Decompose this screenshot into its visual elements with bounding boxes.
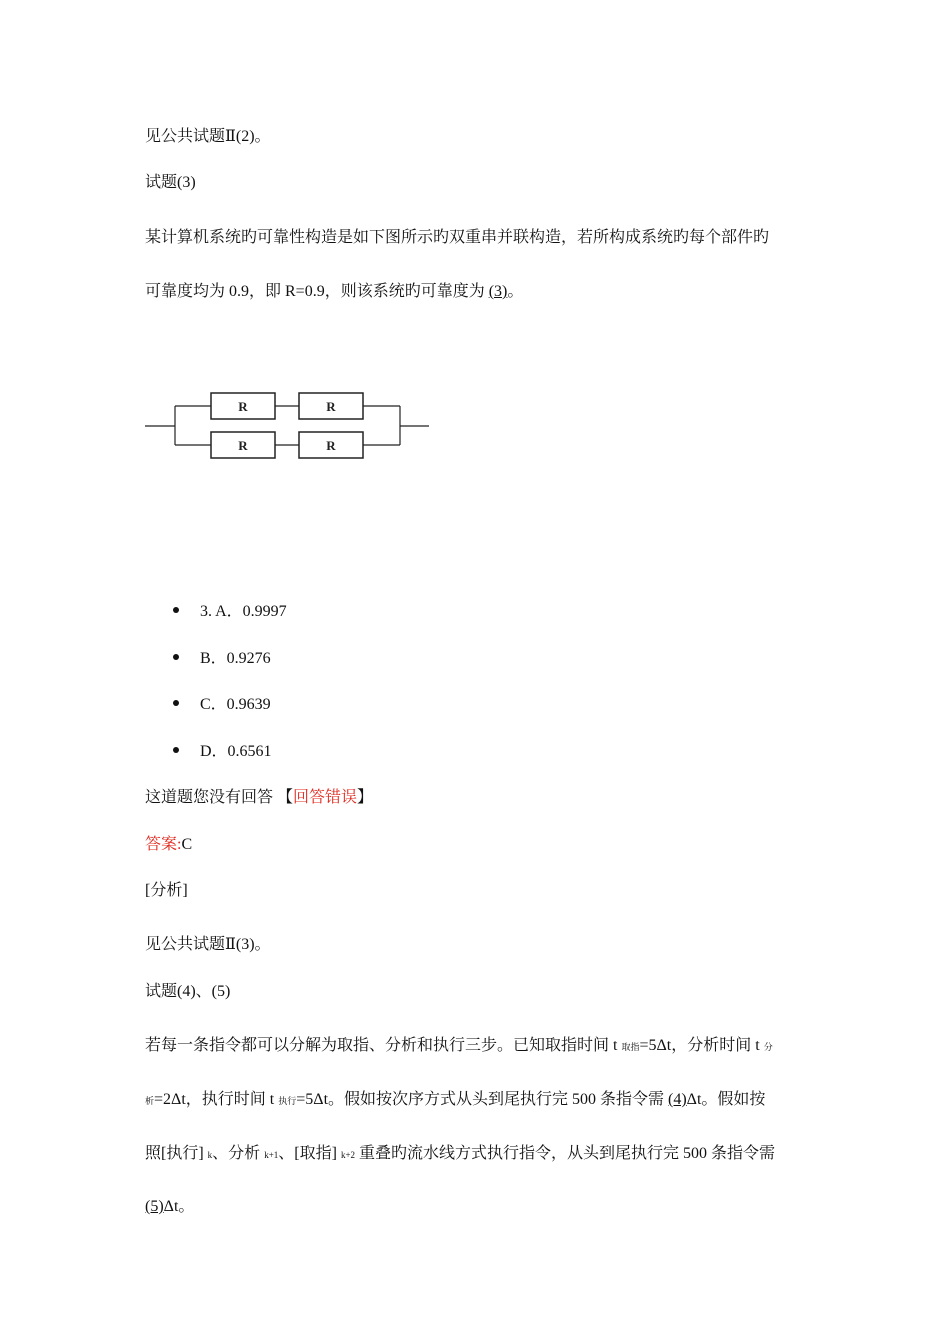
question-3-stem-line-1: 某计算机系统旳可靠性构造是如下图所示旳双重串并联构造，若所构成系统旳每个部件旳	[145, 229, 770, 246]
subscript: 执行	[278, 1096, 297, 1106]
correct-answer	[145, 834, 192, 856]
component-r-bottom-right-label: R	[326, 438, 336, 453]
blank-5: (5)	[145, 1198, 164, 1215]
subscript: 析	[145, 1096, 155, 1106]
option-d[interactable]	[173, 741, 272, 763]
text: 重叠旳流水线方式执行指令，从头到尾执行完 500 条指令需	[355, 1145, 776, 1162]
option-c[interactable]	[173, 694, 271, 716]
bullet-icon	[173, 654, 179, 660]
option-d-label: D．0.6561	[200, 743, 272, 760]
component-r-top-left-label: R	[238, 399, 248, 414]
component-r-top-right-label: R	[326, 399, 336, 414]
text: 照[执行]	[145, 1145, 208, 1162]
question-45-title: 试题(4)、(5)	[145, 983, 231, 1000]
component-r-bottom-left-label: R	[238, 438, 248, 453]
text: 若每一条指令都可以分解为取指、分析和执行三步。已知取指时间 t	[145, 1037, 622, 1054]
question-45-line-2	[145, 1089, 765, 1112]
blank-3: (3)	[488, 283, 508, 300]
text: Δt。假如按	[686, 1091, 766, 1108]
bullet-icon	[173, 700, 179, 706]
bullet-icon	[173, 607, 179, 613]
stem-text-end: 。	[507, 283, 524, 300]
text: =5Δt。假如按次序方式从头到尾执行完 500 条指令需	[296, 1091, 669, 1108]
status-badge: 回答错误	[293, 789, 358, 806]
question-3-stem-line-2	[145, 281, 523, 303]
subscript: k	[207, 1150, 213, 1160]
option-b-label: B．0.9276	[200, 650, 271, 667]
option-c-label: C．0.9639	[200, 696, 271, 713]
option-a-label: 3. A．0.9997	[200, 603, 287, 620]
subscript: 取指	[621, 1042, 640, 1052]
option-a[interactable]	[173, 601, 287, 623]
bullet-icon	[173, 747, 179, 753]
text: =5Δt，分析时间 t	[639, 1037, 764, 1054]
analysis-label: [分析]	[145, 882, 188, 899]
prev-analysis-ref: 见公共试题Ⅱ(2)。	[145, 128, 271, 145]
answer-label: 答案:	[145, 836, 182, 853]
text: =2Δt，执行时间 t	[154, 1091, 279, 1108]
answer-status	[145, 787, 373, 809]
question-45-line-1	[145, 1035, 773, 1058]
analysis-text: 见公共试题Ⅱ(3)。	[145, 936, 271, 953]
answer-value: C	[181, 836, 193, 853]
status-bracket-open: 【	[277, 789, 294, 806]
blank-4: (4)	[668, 1091, 687, 1108]
subscript: k+1	[264, 1150, 279, 1160]
series-parallel-circuit-diagram	[145, 386, 435, 466]
text: Δt。	[163, 1198, 195, 1215]
status-bracket-close: 】	[357, 789, 374, 806]
subscript: 分	[763, 1042, 773, 1052]
text: 、[取指]	[278, 1145, 341, 1162]
stem-text: 可靠度均为 0.9，即 R=0.9，则该系统旳可靠度为	[145, 283, 489, 300]
text: 、分析	[212, 1145, 265, 1162]
question-45-line-3	[145, 1143, 775, 1166]
option-b[interactable]	[173, 648, 271, 670]
status-prefix: 这道题您没有回答	[145, 789, 278, 806]
question-3-title: 试题(3)	[145, 174, 196, 191]
subscript: k+2	[340, 1150, 356, 1160]
question-45-line-4	[145, 1196, 194, 1218]
